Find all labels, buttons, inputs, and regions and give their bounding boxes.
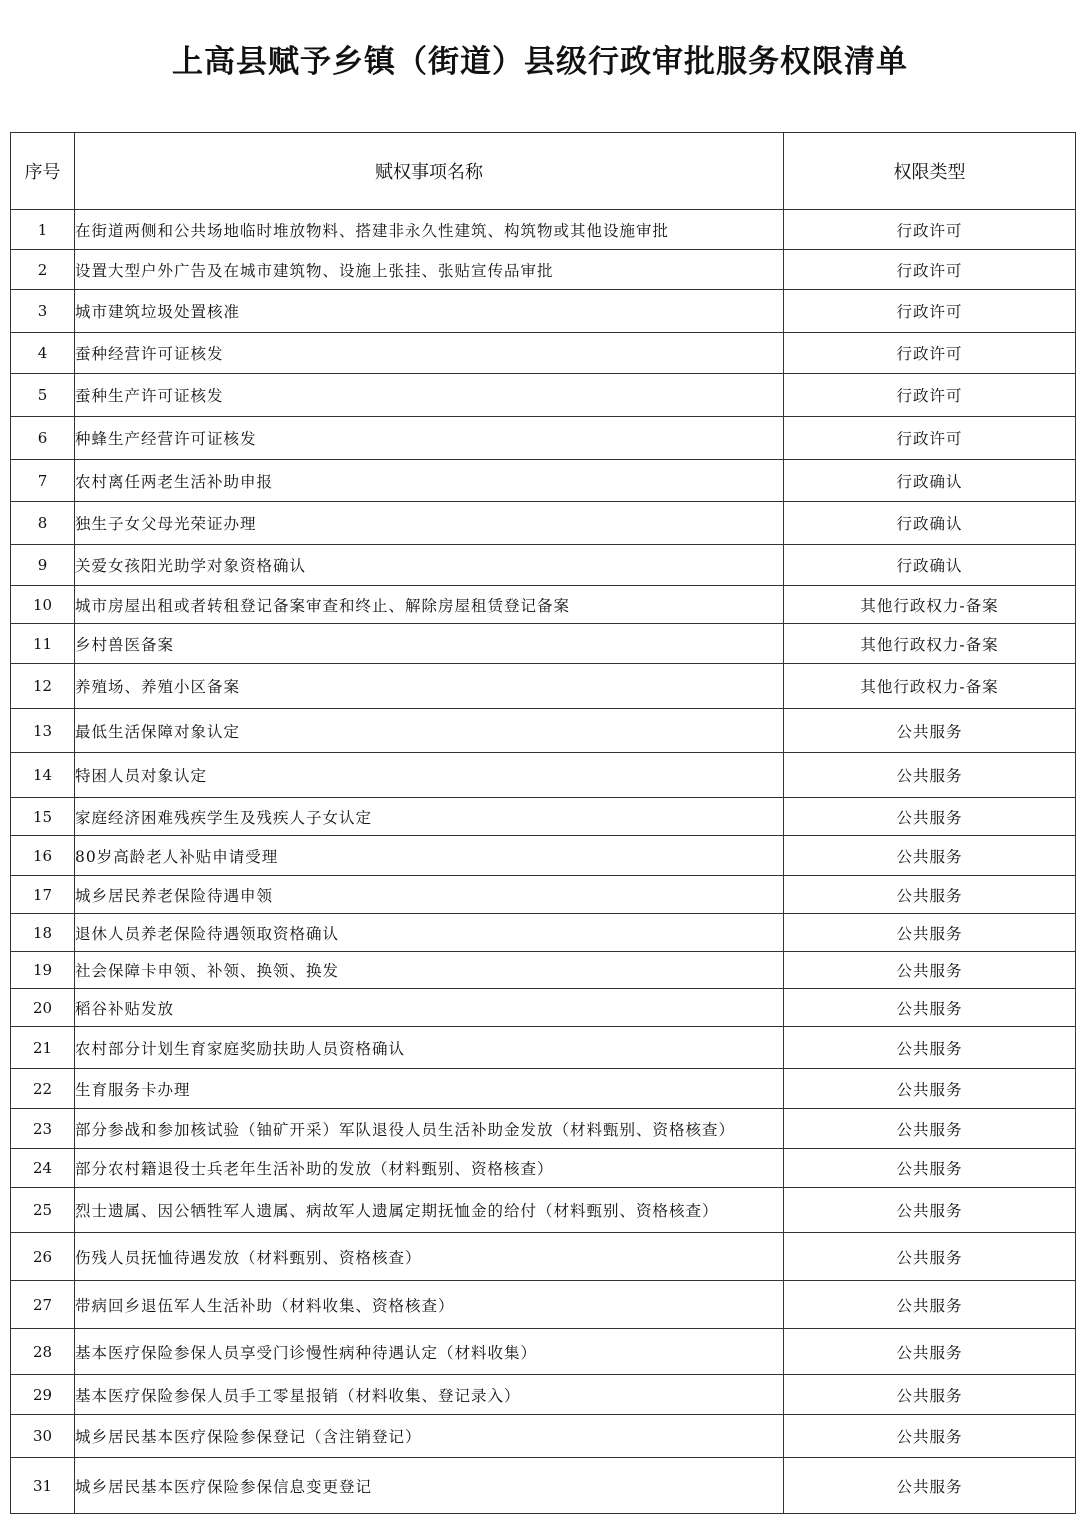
table-row: [11, 1069, 1076, 1109]
row-item-name: 城乡居民基本医疗保险参保信息变更登记: [75, 1458, 784, 1514]
header-item-name: 赋权事项名称: [75, 133, 784, 210]
row-item-name: 农村部分计划生育家庭奖励扶助人员资格确认: [75, 1027, 784, 1069]
table-row: [11, 417, 1076, 460]
row-permission-type: 行政许可: [784, 333, 1076, 374]
row-item-name: 烈士遗属、因公牺牲军人遗属、病故军人遗属定期抚恤金的给付（材料甄别、资格核查）: [75, 1188, 784, 1233]
table-row: [11, 290, 1076, 333]
row-item-name: 养殖场、养殖小区备案: [75, 664, 784, 709]
row-permission-type: 其他行政权力-备案: [784, 586, 1076, 624]
row-permission-type: 公共服务: [784, 952, 1076, 989]
table-row: [11, 460, 1076, 502]
row-permission-type: 公共服务: [784, 1233, 1076, 1281]
row-serial: 30: [11, 1415, 75, 1458]
row-serial: 18: [11, 914, 75, 952]
row-permission-type: 行政确认: [784, 502, 1076, 545]
row-item-name: 部分参战和参加核试验（铀矿开采）军队退役人员生活补助金发放（材料甄别、资格核查）: [75, 1109, 784, 1149]
table-row: [11, 914, 1076, 952]
table-row: [11, 586, 1076, 624]
table-row: [11, 709, 1076, 753]
table-row: [11, 876, 1076, 914]
row-permission-type: 公共服务: [784, 1149, 1076, 1188]
row-permission-type: 公共服务: [784, 1027, 1076, 1069]
row-serial: 9: [11, 545, 75, 586]
table-row: [11, 1281, 1076, 1329]
table-row: [11, 1375, 1076, 1415]
row-item-name: 生育服务卡办理: [75, 1069, 784, 1109]
row-serial: 8: [11, 502, 75, 545]
table-row: [11, 1027, 1076, 1069]
row-serial: 5: [11, 374, 75, 417]
table-body: [11, 210, 1076, 1514]
row-serial: 15: [11, 798, 75, 836]
table-row: [11, 952, 1076, 989]
row-item-name: 蚕种生产许可证核发: [75, 374, 784, 417]
row-item-name: 城乡居民养老保险待遇申领: [75, 876, 784, 914]
table-row: [11, 1329, 1076, 1375]
table-row: [11, 502, 1076, 545]
table-row: [11, 1415, 1076, 1458]
table-row: [11, 250, 1076, 290]
row-permission-type: 公共服务: [784, 1415, 1076, 1458]
row-permission-type: 行政许可: [784, 290, 1076, 333]
row-permission-type: 其他行政权力-备案: [784, 664, 1076, 709]
row-serial: 24: [11, 1149, 75, 1188]
row-serial: 1: [11, 210, 75, 250]
row-item-name: 在街道两侧和公共场地临时堆放物料、搭建非永久性建筑、构筑物或其他设施审批: [75, 210, 784, 250]
row-item-name: 社会保障卡申领、补领、换领、换发: [75, 952, 784, 989]
row-permission-type: 公共服务: [784, 1458, 1076, 1514]
header-serial: 序号: [11, 133, 75, 210]
table-row: [11, 1188, 1076, 1233]
table-row: [11, 1149, 1076, 1188]
row-item-name: 部分农村籍退役士兵老年生活补助的发放（材料甄别、资格核查）: [75, 1149, 784, 1188]
row-serial: 23: [11, 1109, 75, 1149]
row-serial: 19: [11, 952, 75, 989]
row-serial: 16: [11, 836, 75, 876]
row-permission-type: 公共服务: [784, 1109, 1076, 1149]
table-row: [11, 210, 1076, 250]
row-item-name: 基本医疗保险参保人员手工零星报销（材料收集、登记录入）: [75, 1375, 784, 1415]
table-row: [11, 836, 1076, 876]
table-row: [11, 333, 1076, 374]
row-serial: 27: [11, 1281, 75, 1329]
row-permission-type: 行政许可: [784, 417, 1076, 460]
row-item-name: 关爱女孩阳光助学对象资格确认: [75, 545, 784, 586]
row-item-name: 退休人员养老保险待遇领取资格确认: [75, 914, 784, 952]
row-item-name: 城乡居民基本医疗保险参保登记（含注销登记）: [75, 1415, 784, 1458]
row-serial: 4: [11, 333, 75, 374]
table-row: [11, 374, 1076, 417]
row-permission-type: 公共服务: [784, 709, 1076, 753]
table-row: [11, 664, 1076, 709]
row-serial: 28: [11, 1329, 75, 1375]
row-permission-type: 公共服务: [784, 836, 1076, 876]
row-item-name: 种蜂生产经营许可证核发: [75, 417, 784, 460]
page-title: 上高县赋予乡镇（街道）县级行政审批服务权限清单: [172, 44, 908, 80]
row-item-name: 城市建筑垃圾处置核准: [75, 290, 784, 333]
table-row: [11, 753, 1076, 798]
row-item-name: 伤残人员抚恤待遇发放（材料甄别、资格核查）: [75, 1233, 784, 1281]
row-serial: 17: [11, 876, 75, 914]
row-serial: 6: [11, 417, 75, 460]
row-serial: 20: [11, 989, 75, 1027]
row-permission-type: 公共服务: [784, 753, 1076, 798]
row-permission-type: 公共服务: [784, 1188, 1076, 1233]
row-item-name: 蚕种经营许可证核发: [75, 333, 784, 374]
row-serial: 25: [11, 1188, 75, 1233]
row-permission-type: 行政确认: [784, 460, 1076, 502]
row-serial: 14: [11, 753, 75, 798]
row-permission-type: 公共服务: [784, 798, 1076, 836]
row-item-name: 稻谷补贴发放: [75, 989, 784, 1027]
row-permission-type: 公共服务: [784, 914, 1076, 952]
row-serial: 26: [11, 1233, 75, 1281]
row-serial: 21: [11, 1027, 75, 1069]
table-row: [11, 989, 1076, 1027]
row-permission-type: 公共服务: [784, 1375, 1076, 1415]
row-permission-type: 公共服务: [784, 989, 1076, 1027]
row-permission-type: 行政许可: [784, 210, 1076, 250]
row-serial: 29: [11, 1375, 75, 1415]
row-permission-type: 其他行政权力-备案: [784, 624, 1076, 664]
row-permission-type: 公共服务: [784, 1069, 1076, 1109]
row-permission-type: 行政许可: [784, 250, 1076, 290]
header-permission-type: 权限类型: [784, 133, 1076, 210]
row-item-name: 城市房屋出租或者转租登记备案审查和终止、解除房屋租赁登记备案: [75, 586, 784, 624]
row-item-name: 家庭经济困难残疾学生及残疾人子女认定: [75, 798, 784, 836]
row-item-name: 基本医疗保险参保人员享受门诊慢性病种待遇认定（材料收集）: [75, 1329, 784, 1375]
row-permission-type: 公共服务: [784, 876, 1076, 914]
row-serial: 12: [11, 664, 75, 709]
row-item-name: 设置大型户外广告及在城市建筑物、设施上张挂、张贴宣传品审批: [75, 250, 784, 290]
row-item-name: 独生子女父母光荣证办理: [75, 502, 784, 545]
row-item-name: 最低生活保障对象认定: [75, 709, 784, 753]
row-serial: 11: [11, 624, 75, 664]
row-serial: 10: [11, 586, 75, 624]
row-permission-type: 行政许可: [784, 374, 1076, 417]
row-permission-type: 行政确认: [784, 545, 1076, 586]
permission-table: [10, 132, 1076, 1514]
row-serial: 13: [11, 709, 75, 753]
row-item-name: 特困人员对象认定: [75, 753, 784, 798]
table-row: [11, 798, 1076, 836]
row-permission-type: 公共服务: [784, 1329, 1076, 1375]
row-serial: 31: [11, 1458, 75, 1514]
row-serial: 2: [11, 250, 75, 290]
row-serial: 22: [11, 1069, 75, 1109]
row-item-name: 乡村兽医备案: [75, 624, 784, 664]
table-row: [11, 1109, 1076, 1149]
row-item-name: 带病回乡退伍军人生活补助（材料收集、资格核查）: [75, 1281, 784, 1329]
row-serial: 3: [11, 290, 75, 333]
table-row: [11, 1458, 1076, 1514]
row-item-name: 80岁高龄老人补贴申请受理: [75, 836, 784, 876]
table-row: [11, 1233, 1076, 1281]
row-serial: 7: [11, 460, 75, 502]
table-row: [11, 545, 1076, 586]
row-item-name: 农村离任两老生活补助申报: [75, 460, 784, 502]
row-permission-type: 公共服务: [784, 1281, 1076, 1329]
table-header-row: [11, 133, 1076, 210]
table-row: [11, 624, 1076, 664]
